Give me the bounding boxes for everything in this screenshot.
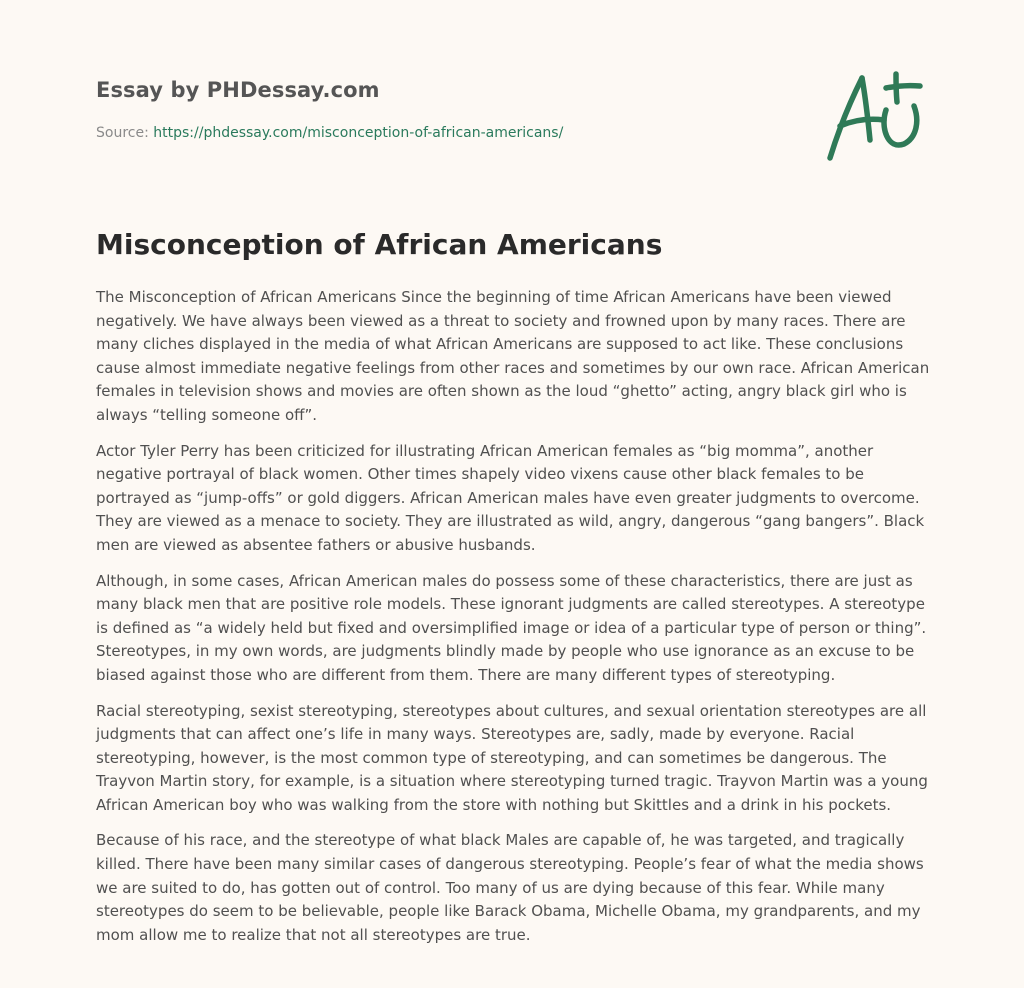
essay-paragraph: Although, in some cases, African American males do possess some of these characteristics, there are just as many black men that are positive role models. These ignorant judgments are called stereotypes. A stereotype is defined as “a widely held but fixed and oversimplified image or idea of a particular type of person or thing”. Stereotypes, in my own words, are judgments blindly made by people who use ignorance as an excuse to be biased against those who are different from them. There are many different types of stereotyping. [96,571,927,684]
essay-body [96,286,932,959]
source-line [96,125,563,141]
document-header [96,0,928,200]
a-plus-logo-icon [824,70,924,162]
source-link[interactable]: https://phdessay.com/misconception-of-african-americans/ [153,125,564,141]
site-title: Essay by PHDessay.com [96,78,380,102]
essay-paragraph: Because of his race, and the stereotype of what black Males are capable of, he was targeted, and tragically killed. There have been many similar cases of dangerous stereotyping. People’s fear of what the media shows we are suited to do, has gotten out of control. Too many of us are dying because of this fear. While many stereotypes do seem to be believable, people like Barack Obama, Michelle Obama, my grandparents, and my mom allow me to realize that not all stereotypes are true. [96,831,924,944]
essay-paragraph: Actor Tyler Perry has been criticized for illustrating African American females as “big momma”, another negative portrayal of black women. Other times shapely video vixens cause other black females to be portrayed as “jump-offs” or gold diggers. African American males have even greater judgments to overcome. They are viewed as a menace to society. They are illustrated as wild, angry, dangerous “gang bangers”. Black men are viewed as absentee fathers or abusive husbands. [96,441,925,554]
source-label: Source: [96,125,154,141]
document-page [96,0,930,944]
essay-title: Misconception of African Americans [96,228,663,261]
essay-paragraph: The Misconception of African Americans Since the beginning of time African Americans have been viewed negatively. We have always been viewed as a threat to society and frowned upon by many races. There are many cliches displayed in the media of what African Americans are supposed to act like. These conclusions cause almost immediate negative feelings from other races and sometimes by our own race. African American females in television shows and movies are often shown as the loud “ghetto” acting, angry black girl who is always “telling someone off”. [96,288,930,424]
essay-paragraph: Racial stereotyping, sexist stereotyping, stereotypes about cultures, and sexual orientation stereotypes are all judgments that can affect one’s life in many ways. Stereotypes are, sadly, made by everyone. Racial stereotyping, however, is the most common type of stereotyping, and can sometimes be dangerous. The Trayvon Martin story, for example, is a situation where stereotyping turned tragic. Trayvon Martin was a young African American boy who was walking from the store with nothing but Skittles and a drink in his pockets. [96,701,928,814]
